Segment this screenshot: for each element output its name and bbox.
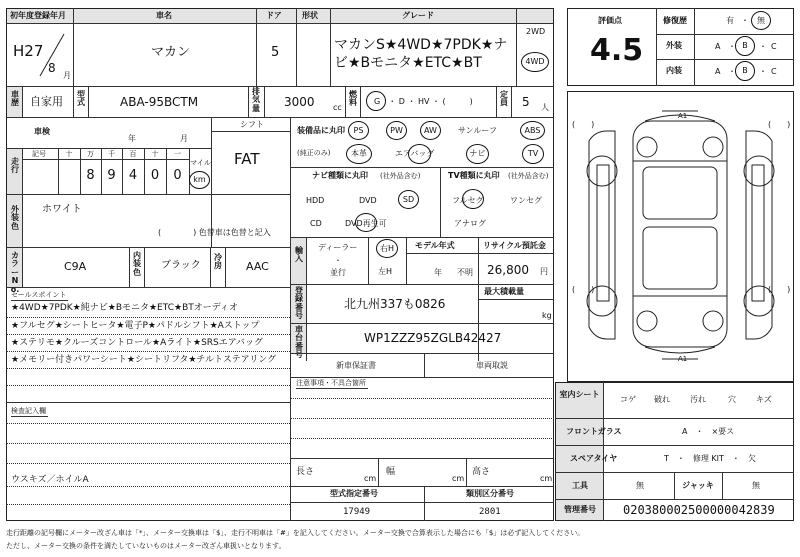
tv-circled <box>522 144 544 164</box>
inspection-label: 車検 <box>34 127 50 136</box>
model-label: 型式 <box>77 90 85 108</box>
repair-label: 修復歴 <box>663 16 687 25</box>
fuel-options: G ・ D ・ HV ・ ( ) <box>374 97 473 106</box>
score-label: 評価点 <box>598 16 622 25</box>
tools-sep-1 <box>674 472 675 499</box>
interior-seat-option: 破れ <box>654 395 670 404</box>
manual-label: 車両取説 <box>476 361 508 370</box>
digit-header: 十 <box>65 150 73 158</box>
dims-sep-1 <box>378 458 379 486</box>
model-value: ABA-95BCTM <box>120 95 199 109</box>
navi-circled <box>466 144 489 164</box>
car-diagram <box>567 91 794 382</box>
class-value: 2801 <box>479 507 501 517</box>
interior-seat-option: 穴 <box>728 395 736 404</box>
colorno-sep-5 <box>225 247 226 287</box>
type-designation-label: 型式指定番号 <box>330 489 378 498</box>
warranty-top-line <box>290 353 554 354</box>
grade-line-2: ビ★Bモニタ★ETC★BT <box>334 55 482 71</box>
dims-top-line <box>290 458 554 459</box>
import-sep-3 <box>406 237 407 284</box>
car-left-side <box>589 131 615 339</box>
mileage-top-line <box>6 148 211 149</box>
row2-sep-2 <box>73 86 74 117</box>
right-table-label-sep <box>603 382 604 521</box>
cd-option: CD <box>310 219 322 228</box>
parallel-option: 並行 <box>330 268 346 277</box>
footer-note-1: 走行距離の記号欄にメーター改ざん車は「*」、メーター交換車は「$」、走行不明車は「#」を記入してください。メーター交換で合算表示した場合にも「$」は必ず記入してください。 <box>6 529 585 537</box>
row1-col-sep-4 <box>330 8 331 86</box>
row2-sep-1 <box>22 86 23 117</box>
new-warranty-label: 新車保証書 <box>336 361 376 370</box>
navi-text: ナビ <box>469 149 486 158</box>
import-label: 輸入 <box>295 246 303 264</box>
hdd-option: HDD <box>306 196 325 205</box>
ext-grade-b-text: B <box>742 41 748 50</box>
cc-unit: cc <box>333 103 342 112</box>
navi-type-note: (社外品含む) <box>380 172 421 180</box>
max-load-header-line <box>478 299 554 300</box>
colorno-sep-4 <box>210 247 211 287</box>
colorno-sep-1 <box>22 247 23 287</box>
year-label: 初年度登録年月 <box>10 11 66 20</box>
import-dot: ・ <box>334 256 342 265</box>
capacity-unit: 人 <box>541 103 549 112</box>
sales-rule <box>6 368 290 369</box>
digit-sep-6 <box>189 148 190 194</box>
warranty-sep <box>424 353 425 377</box>
row2-sep-4 <box>248 86 249 117</box>
mileage-digit: 0 <box>150 168 160 183</box>
aircon-label: 冷房 <box>214 253 222 271</box>
wheel-front-left <box>587 156 617 186</box>
int-grade-b-circled <box>735 61 755 81</box>
sheet-left-frame <box>6 8 554 521</box>
model-year-header-line <box>406 253 554 254</box>
drive-4wd-circled <box>521 52 549 72</box>
max-load-label: 最大積載量 <box>484 287 524 296</box>
ext-grade-b-circled <box>735 36 755 56</box>
fullseg-option: フルセグ <box>452 196 484 205</box>
int-dot: ・ <box>728 67 736 76</box>
diagram-paren: ( ) <box>768 120 791 129</box>
score-row-line-1 <box>656 34 794 35</box>
mileage-digit-header-line <box>22 159 189 160</box>
tools-label: 工具 <box>572 481 588 490</box>
colorno-sep-2 <box>129 247 130 287</box>
right-h-circled <box>376 239 398 258</box>
sunroof-option: サンルーフ <box>458 126 497 135</box>
score-value: 4.5 <box>590 33 644 68</box>
footer-note-2: ただし、メーター交換の条件を満たしていないものはメーター改ざん車扱いとなります。 <box>6 542 286 550</box>
notes-rule <box>290 438 554 439</box>
spare-tire-label: スペアタイヤ <box>570 454 618 463</box>
dvd-play-option: DVD再生可 <box>345 219 387 228</box>
usage-label: 車歴 <box>11 90 19 108</box>
interior-seat-option: キズ <box>756 395 772 404</box>
jack-value: 無 <box>752 481 760 490</box>
interior-color-value: ブラック <box>161 260 201 271</box>
sales-point-label: セールスポイント <box>11 291 67 299</box>
jack-label: ジャッキ <box>682 481 714 490</box>
row2-sep-7 <box>360 86 361 117</box>
chassis-value: WP1ZZZ95ZGLB42427 <box>364 331 502 345</box>
width-unit: cm <box>452 474 465 483</box>
color-no-label: カラーNo. <box>10 251 20 294</box>
ps-text: PS <box>353 125 364 135</box>
color-top-line <box>6 194 290 195</box>
mileage-digit: 0 <box>173 168 182 183</box>
navi-tv-top-line <box>290 167 554 168</box>
digit-header: 千 <box>108 150 115 158</box>
row1-col-sep-3 <box>296 8 297 86</box>
notes-top-line <box>290 377 554 378</box>
color-no-value: C9A <box>64 260 87 273</box>
year-value: H27 <box>13 42 44 60</box>
ext-grade-a: A <box>715 42 721 51</box>
sd-circled <box>398 190 419 209</box>
tv-type-note: (社外品含む) <box>508 172 549 180</box>
inspection-year-unit: 年 <box>128 134 136 143</box>
diagram-paren: ( ) <box>572 120 595 129</box>
mileage-label: 走行 <box>11 157 19 175</box>
inspector-rule <box>6 443 290 444</box>
sales-rule <box>6 334 290 335</box>
recycle-label: リサイクル預託金 <box>483 241 546 250</box>
navi-tv-sep <box>440 167 441 237</box>
row1-divider-top <box>6 23 554 24</box>
usage-value: 自家用 <box>30 95 63 108</box>
repair-sep: ・ <box>741 16 749 25</box>
airbag-option: エアバッグ <box>395 149 435 158</box>
analog-option: アナログ <box>454 219 486 228</box>
chassis-label: 車台番号 <box>295 325 303 360</box>
width-label: 幅 <box>386 467 396 477</box>
ext-grade-c: C <box>771 42 777 51</box>
dvd-play-circle <box>355 213 377 232</box>
capacity-value: 5 <box>522 95 530 109</box>
color-label-sep <box>22 194 23 247</box>
diagram-paren: ( ) <box>768 285 791 294</box>
tools-sep-2 <box>722 472 723 499</box>
fuel-g-circle <box>366 91 386 111</box>
mileage-digit: 9 <box>107 168 116 183</box>
registration-label: 登録番号 <box>295 286 303 321</box>
right-table-line-1 <box>555 418 794 419</box>
shift-label: シフト <box>240 120 264 129</box>
type-designation-value: 17949 <box>343 507 371 517</box>
score-row-line-2 <box>656 59 794 60</box>
digit-header: 十 <box>151 150 159 158</box>
capacity-label: 定員 <box>500 90 508 108</box>
interior-seat-option: 汚れ <box>690 395 706 404</box>
digit-header: 万 <box>87 150 94 158</box>
displacement-value: 3000 <box>284 95 315 109</box>
colorno-bottom-line <box>6 287 290 288</box>
row2-sep-6 <box>345 86 346 117</box>
car-roof-rear <box>643 227 717 289</box>
repair-yes: 有 <box>726 16 734 25</box>
km-circled <box>189 171 210 189</box>
car-name-label: 車名 <box>156 11 172 20</box>
right-h-text: 右H <box>379 243 394 253</box>
leather-text: 本革 <box>351 149 367 158</box>
row2-sep-3 <box>88 86 89 117</box>
pw-text: PW <box>390 125 403 135</box>
sales-point-line: ★4WD★7PDK★純ナビ★Bモニタ★ETC★BTオーディオ <box>11 303 239 313</box>
inspector-rule <box>6 504 290 505</box>
recycle-unit: 円 <box>540 267 548 276</box>
dims-sep-2 <box>466 458 467 486</box>
damage-a1-front: A1 <box>678 112 688 120</box>
import-sep-1 <box>306 237 307 284</box>
row2-sep-9 <box>511 86 512 117</box>
inspector-label: 検査記入欄 <box>11 407 46 415</box>
shape-label: 形状 <box>302 11 318 20</box>
sales-point-line: ★メモリー付きパワーシート★シートリフタ★チルトステアリング <box>11 355 277 365</box>
import-sep-2 <box>368 237 369 284</box>
inspector-rule <box>6 463 290 464</box>
leather-circled <box>346 144 372 164</box>
int-grade-a: A <box>715 67 721 76</box>
color-change-note: ( ) 色替車は色替と記入 <box>158 228 271 237</box>
model-year-unit: 年 <box>434 268 442 277</box>
digit-header: 百 <box>129 150 137 158</box>
windshield-value: A ・ ×要ス <box>682 427 735 436</box>
interior-grade-label: 内装 <box>666 66 682 75</box>
notes-rule <box>290 398 554 399</box>
chassis-top-line <box>290 323 554 324</box>
windshield-label: フロントガラス <box>566 427 622 436</box>
height-label: 高さ <box>472 467 491 477</box>
sales-point-line: ★ステリモ★クルーズコントロール★Aライト★SRSエアバッグ <box>11 338 264 348</box>
colorno-sep-3 <box>144 247 145 287</box>
mileage-label-sep <box>22 148 23 194</box>
int-dot: ・ <box>759 67 767 76</box>
car-top-body <box>633 121 727 347</box>
management-number-value: 020380002500000042839 <box>623 503 775 517</box>
grade-label: グレード <box>402 11 434 20</box>
dvd-option: DVD <box>359 196 377 205</box>
diagram-paren: ( ) <box>572 285 595 294</box>
fullseg-circle <box>462 189 484 209</box>
class-label: 類別区分番号 <box>466 489 514 498</box>
car-right-side <box>746 131 772 339</box>
sales-rule <box>6 351 290 352</box>
right-table-line-2 <box>555 445 794 446</box>
sales-rule <box>6 385 290 386</box>
row1-col-sep-1 <box>73 8 74 86</box>
inspector-top-line <box>6 402 290 403</box>
exterior-grade-label: 外装 <box>666 41 682 50</box>
ext-dot: ・ <box>759 42 767 51</box>
displacement-label: 排気量 <box>252 87 260 113</box>
colorno-top-line <box>6 247 290 248</box>
abs-text: ABS <box>524 125 541 135</box>
mile-label: マイル <box>190 159 211 167</box>
row2-sep-8 <box>496 86 497 117</box>
mileage-digit: 8 <box>86 168 95 183</box>
inspector-rule <box>6 486 290 487</box>
fuel-label: 燃料 <box>349 90 357 108</box>
type-mid-line <box>290 502 554 503</box>
row1-col-sep-5 <box>516 8 517 86</box>
shift-header-line <box>211 131 290 132</box>
spare-tire-value: T ・ 修理 KIT ・ 欠 <box>664 454 756 463</box>
month-unit: 月 <box>63 71 71 80</box>
car-rear-bumper <box>645 347 715 353</box>
row2-sep-5 <box>264 86 265 117</box>
car-name-value: マカン <box>151 45 191 60</box>
height-unit: cm <box>540 474 553 483</box>
notes-label: 注意事項・不具合箇所 <box>296 379 366 387</box>
interior-color-label: 内装色 <box>133 251 141 277</box>
length-unit: cm <box>364 474 377 483</box>
recycle-value: 26,800 <box>487 263 529 277</box>
score-sep <box>656 8 657 86</box>
ext-dot: ・ <box>728 42 736 51</box>
navi-type-label: ナビ種類に丸印 <box>312 171 368 180</box>
kigou-label: 記号 <box>32 150 46 158</box>
wheel-front-right <box>744 156 774 186</box>
exterior-color-label: 外装色 <box>11 205 19 231</box>
inspector-note: ウスキズ／ホイルA <box>11 475 89 485</box>
type-sep <box>424 486 425 521</box>
ps-circled <box>348 121 369 140</box>
model-year-unknown: 不明 <box>457 268 473 277</box>
model-year-label: モデル年式 <box>415 241 455 250</box>
shift-value: FAT <box>234 150 260 168</box>
drive-4wd-text: 4WD <box>525 57 545 66</box>
grade-line-1: マカンS★4WD★7PDK★ナ <box>334 37 508 53</box>
tools-value: 無 <box>636 481 644 490</box>
door-count-value: 5 <box>271 45 280 60</box>
tv-type-label: TV種類に丸印 <box>448 171 500 180</box>
management-number-label: 管理番号 <box>564 505 596 514</box>
equipment-label: 装備品に丸印 <box>297 126 345 135</box>
equipment-note: (純正のみ) <box>297 149 331 157</box>
length-label: 長さ <box>296 467 315 477</box>
inspection-month-unit: 月 <box>180 134 188 143</box>
damage-a1-rear: A1 <box>678 355 688 363</box>
dealer-option: ディーラー <box>318 243 358 252</box>
aw-circled <box>420 121 441 140</box>
repair-no-circled <box>751 11 771 30</box>
right-table-line-4 <box>555 499 794 500</box>
digit-header: 一 <box>174 150 181 158</box>
row1-col-sep-2 <box>256 8 257 86</box>
car-roof-front <box>643 167 717 219</box>
sales-point-line: ★フルセグ★シートヒータ★電子P★パドルシフト★Aストップ <box>11 321 260 331</box>
import-top-line <box>290 237 554 238</box>
dims-bottom-line <box>290 486 554 487</box>
mileage-digit: 4 <box>128 168 138 183</box>
aw-text: AW <box>424 125 437 135</box>
abs-circled <box>520 121 545 140</box>
sales-rule <box>6 317 290 318</box>
repair-no-text: 無 <box>757 15 765 25</box>
tv-text: TV <box>527 149 539 158</box>
inspector-rule <box>6 423 290 424</box>
int-grade-b-text: B <box>742 66 748 75</box>
aircon-value: AAC <box>246 260 269 273</box>
left-h-option: 左H <box>378 267 393 276</box>
sd-text: SD <box>402 194 415 204</box>
reg-top-line <box>290 284 554 285</box>
row2-divider-bottom <box>6 117 554 118</box>
interior-seat-label: 室内シート <box>559 390 600 399</box>
drive-2wd: 2WD <box>526 27 546 36</box>
int-grade-c: C <box>771 67 777 76</box>
exterior-color-value: ホワイト <box>42 204 82 215</box>
pw-circled <box>386 121 407 140</box>
door-label: ドア <box>266 11 282 20</box>
oneseg-option: ワンセグ <box>510 196 542 205</box>
interior-seat-option: コゲ <box>620 395 636 404</box>
kg-unit: kg <box>542 311 552 320</box>
month-value: 8 <box>48 61 56 75</box>
notes-rule <box>290 418 554 419</box>
score-sep-2 <box>694 8 695 86</box>
registration-value: 北九州337も0826 <box>344 297 446 311</box>
km-text: km <box>193 175 206 184</box>
